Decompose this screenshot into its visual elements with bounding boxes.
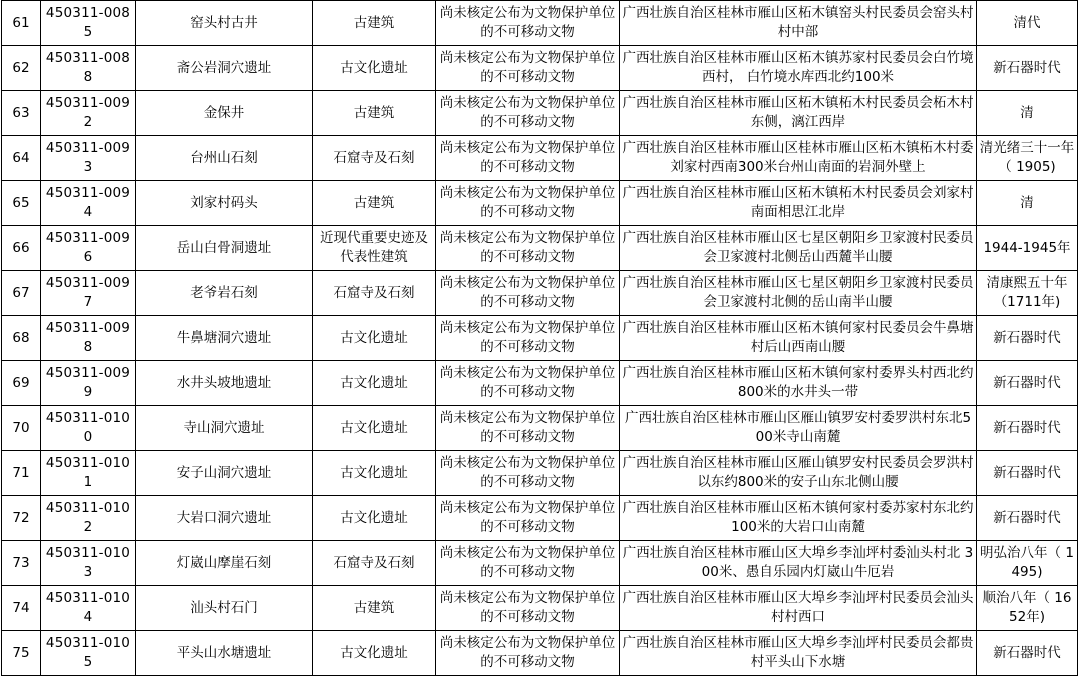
- location-cell: 广西壮族自治区桂林市雁山区雁山镇罗安村委罗洪村东北500米寺山南麓: [620, 406, 977, 451]
- relic-name-cell: 大岩口洞穴遗址: [136, 496, 313, 541]
- table-row: [2, 496, 1078, 541]
- era-cell: 新石器时代: [977, 316, 1078, 361]
- table-row: [2, 46, 1078, 91]
- table-row: [2, 91, 1078, 136]
- relic-code-cell: 450311-0104: [41, 586, 136, 631]
- protection-status-cell: 尚未核定公布为文物保护单位的不可移动文物: [436, 46, 620, 91]
- table-row: [2, 226, 1078, 271]
- relic-name-cell: 灯崴山摩崖石刻: [136, 541, 313, 586]
- era-cell: 顺治八年（ 1652年): [977, 586, 1078, 631]
- protection-status-cell: 尚未核定公布为文物保护单位的不可移动文物: [436, 586, 620, 631]
- protection-status-cell: 尚未核定公布为文物保护单位的不可移动文物: [436, 541, 620, 586]
- relic-name-cell: 刘家村码头: [136, 181, 313, 226]
- serial-number-cell: 64: [2, 136, 41, 181]
- era-cell: 清康熙五十年（1711年): [977, 271, 1078, 316]
- table-row: [2, 136, 1078, 181]
- relic-category-cell: 古建筑: [313, 586, 436, 631]
- relic-code-cell: 450311-0088: [41, 46, 136, 91]
- relic-name-cell: 老爷岩石刻: [136, 271, 313, 316]
- serial-number-cell: 74: [2, 586, 41, 631]
- relic-category-cell: 石窟寺及石刻: [313, 136, 436, 181]
- table-row: [2, 586, 1078, 631]
- location-cell: 广西壮族自治区桂林市雁山区柘木镇柘木村民委员会刘家村南面相思江北岸: [620, 181, 977, 226]
- era-cell: 1944-1945年: [977, 226, 1078, 271]
- relic-table: [1, 0, 1078, 676]
- relic-code-cell: 450311-0100: [41, 406, 136, 451]
- relic-code-cell: 450311-0096: [41, 226, 136, 271]
- serial-number-cell: 62: [2, 46, 41, 91]
- serial-number-cell: 75: [2, 631, 41, 676]
- era-cell: 新石器时代: [977, 496, 1078, 541]
- relic-name-cell: 窑头村古井: [136, 1, 313, 46]
- location-cell: 广西壮族自治区桂林市雁山区柘木镇窑头村民委员会窑头村村中部: [620, 1, 977, 46]
- relic-code-cell: 450311-0105: [41, 631, 136, 676]
- protection-status-cell: 尚未核定公布为文物保护单位的不可移动文物: [436, 91, 620, 136]
- era-cell: 新石器时代: [977, 451, 1078, 496]
- location-cell: 广西壮族自治区桂林市雁山区大埠乡李汕坪村民委员会都贵村平头山下水塘: [620, 631, 977, 676]
- relic-name-cell: 水井头坡地遗址: [136, 361, 313, 406]
- protection-status-cell: 尚未核定公布为文物保护单位的不可移动文物: [436, 271, 620, 316]
- relic-name-cell: 岳山白骨洞遗址: [136, 226, 313, 271]
- era-cell: 清代: [977, 1, 1078, 46]
- location-cell: 广西壮族自治区桂林市雁山区柘木镇何家村委界头村西北约800米的水井头一带: [620, 361, 977, 406]
- serial-number-cell: 65: [2, 181, 41, 226]
- protection-status-cell: 尚未核定公布为文物保护单位的不可移动文物: [436, 226, 620, 271]
- relic-category-cell: 古文化遗址: [313, 316, 436, 361]
- era-cell: 新石器时代: [977, 406, 1078, 451]
- era-cell: 新石器时代: [977, 46, 1078, 91]
- relic-category-cell: 古建筑: [313, 181, 436, 226]
- relic-code-cell: 450311-0097: [41, 271, 136, 316]
- relic-name-cell: 台州山石刻: [136, 136, 313, 181]
- location-cell: 广西壮族自治区桂林市雁山区柘木镇何家村民委员会牛鼻塘村后山西南山腰: [620, 316, 977, 361]
- relic-name-cell: 安子山洞穴遗址: [136, 451, 313, 496]
- relic-category-cell: 古文化遗址: [313, 406, 436, 451]
- relic-name-cell: 牛鼻塘洞穴遗址: [136, 316, 313, 361]
- protection-status-cell: 尚未核定公布为文物保护单位的不可移动文物: [436, 1, 620, 46]
- location-cell: 广西壮族自治区桂林市雁山区雁山镇罗安村民委员会罗洪村以东约800米的安子山东北侧山腰: [620, 451, 977, 496]
- relic-code-cell: 450311-0101: [41, 451, 136, 496]
- table-row: [2, 271, 1078, 316]
- era-cell: 新石器时代: [977, 631, 1078, 676]
- location-cell: 广西壮族自治区桂林市雁山区大埠乡李汕坪村民委员会汕头村村西口: [620, 586, 977, 631]
- relic-name-cell: 金保井: [136, 91, 313, 136]
- relic-code-cell: 450311-0094: [41, 181, 136, 226]
- serial-number-cell: 73: [2, 541, 41, 586]
- relic-category-cell: 近现代重要史迹及代表性建筑: [313, 226, 436, 271]
- relic-category-cell: 石窟寺及石刻: [313, 271, 436, 316]
- serial-number-cell: 71: [2, 451, 41, 496]
- relic-code-cell: 450311-0093: [41, 136, 136, 181]
- relic-code-cell: 450311-0102: [41, 496, 136, 541]
- era-cell: 清光绪三十一年（ 1905): [977, 136, 1078, 181]
- relic-code-cell: 450311-0103: [41, 541, 136, 586]
- protection-status-cell: 尚未核定公布为文物保护单位的不可移动文物: [436, 181, 620, 226]
- relic-name-cell: 汕头村石门: [136, 586, 313, 631]
- relic-category-cell: 古文化遗址: [313, 631, 436, 676]
- relic-category-cell: 古文化遗址: [313, 451, 436, 496]
- relic-name-cell: 斋公岩洞穴遗址: [136, 46, 313, 91]
- relic-category-cell: 古文化遗址: [313, 46, 436, 91]
- relic-code-cell: 450311-0092: [41, 91, 136, 136]
- table-row: [2, 1, 1078, 46]
- era-cell: 明弘治八年（ 1495): [977, 541, 1078, 586]
- protection-status-cell: 尚未核定公布为文物保护单位的不可移动文物: [436, 631, 620, 676]
- serial-number-cell: 61: [2, 1, 41, 46]
- protection-status-cell: 尚未核定公布为文物保护单位的不可移动文物: [436, 451, 620, 496]
- table-row: [2, 181, 1078, 226]
- location-cell: 广西壮族自治区桂林市雁山区柘木镇何家村委苏家村东北约100米的大岩口山南麓: [620, 496, 977, 541]
- relic-code-cell: 450311-0085: [41, 1, 136, 46]
- location-cell: 广西壮族自治区桂林市雁山区桂林市雁山区柘木镇柘木村委刘家村西南300米台州山南面的岩洞外壁上: [620, 136, 977, 181]
- table-row: [2, 451, 1078, 496]
- era-cell: 清: [977, 181, 1078, 226]
- table-row: [2, 541, 1078, 586]
- serial-number-cell: 63: [2, 91, 41, 136]
- relic-category-cell: 古建筑: [313, 91, 436, 136]
- relic-category-cell: 古建筑: [313, 1, 436, 46]
- table-row: [2, 361, 1078, 406]
- protection-status-cell: 尚未核定公布为文物保护单位的不可移动文物: [436, 406, 620, 451]
- serial-number-cell: 69: [2, 361, 41, 406]
- era-cell: 清: [977, 91, 1078, 136]
- serial-number-cell: 68: [2, 316, 41, 361]
- protection-status-cell: 尚未核定公布为文物保护单位的不可移动文物: [436, 136, 620, 181]
- relic-category-cell: 古文化遗址: [313, 496, 436, 541]
- protection-status-cell: 尚未核定公布为文物保护单位的不可移动文物: [436, 496, 620, 541]
- relic-category-cell: 石窟寺及石刻: [313, 541, 436, 586]
- relic-code-cell: 450311-0098: [41, 316, 136, 361]
- table-row: [2, 631, 1078, 676]
- relic-code-cell: 450311-0099: [41, 361, 136, 406]
- relic-category-cell: 古文化遗址: [313, 361, 436, 406]
- relic-name-cell: 平头山水塘遗址: [136, 631, 313, 676]
- location-cell: 广西壮族自治区桂林市雁山区七星区朝阳乡卫家渡村民委员会卫家渡村北侧岳山西麓半山腰: [620, 226, 977, 271]
- serial-number-cell: 66: [2, 226, 41, 271]
- era-cell: 新石器时代: [977, 361, 1078, 406]
- serial-number-cell: 72: [2, 496, 41, 541]
- protection-status-cell: 尚未核定公布为文物保护单位的不可移动文物: [436, 361, 620, 406]
- serial-number-cell: 67: [2, 271, 41, 316]
- relic-table-body: [2, 1, 1078, 676]
- table-row: [2, 406, 1078, 451]
- location-cell: 广西壮族自治区桂林市雁山区柘木镇柘木村民委员会柘木村东侧，漓江西岸: [620, 91, 977, 136]
- location-cell: 广西壮族自治区桂林市雁山区柘木镇苏家村民委员会白竹境西村， 白竹境水库西北约100米: [620, 46, 977, 91]
- location-cell: 广西壮族自治区桂林市雁山区大埠乡李汕坪村委汕头村北 300米、愚自乐园内灯崴山牛厄岩: [620, 541, 977, 586]
- protection-status-cell: 尚未核定公布为文物保护单位的不可移动文物: [436, 316, 620, 361]
- serial-number-cell: 70: [2, 406, 41, 451]
- location-cell: 广西壮族自治区桂林市雁山区七星区朝阳乡卫家渡村民委员会卫家渡村北侧的岳山南半山腰: [620, 271, 977, 316]
- table-row: [2, 316, 1078, 361]
- relic-name-cell: 寺山洞穴遗址: [136, 406, 313, 451]
